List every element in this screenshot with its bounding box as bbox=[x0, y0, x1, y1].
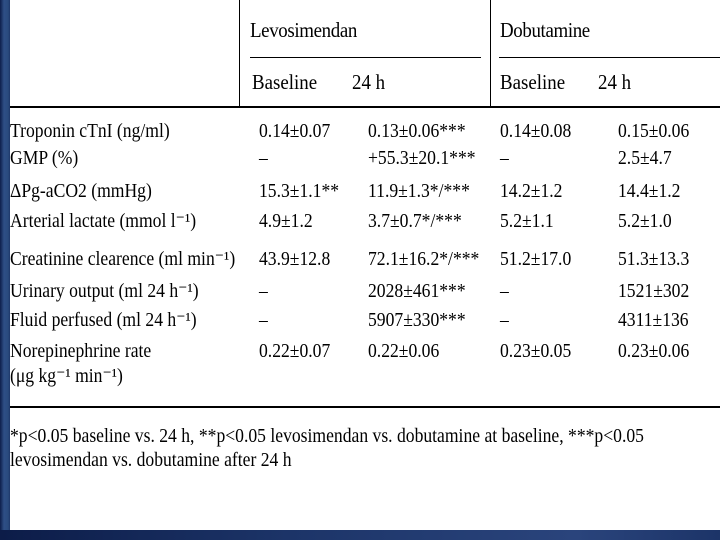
data-table bbox=[10, 0, 720, 530]
cell-dobu-baseline: 51.2±17.0 bbox=[500, 248, 572, 270]
row-label: Troponin cTnI (ng/ml) bbox=[10, 120, 170, 142]
row-label: ΔPg-aCO2 (mmHg) bbox=[10, 180, 152, 202]
header-separator-mid bbox=[490, 0, 491, 106]
cell-levo-baseline: 43.9±12.8 bbox=[259, 248, 331, 270]
table-footnote: *p<0.05 baseline vs. 24 h, **p<0.05 levosimendan vs. dobutamine at baseline, ***p<0.05 levosimendan vs. dobutamine after 24 h bbox=[10, 425, 644, 471]
group-dobutamine: Dobutamine bbox=[500, 18, 590, 42]
cell-dobu-baseline: 0.14±0.08 bbox=[500, 120, 572, 142]
cell-dobu-baseline: 0.23±0.05 bbox=[500, 340, 572, 362]
cell-dobu-baseline: 14.2±1.2 bbox=[500, 180, 563, 202]
table-row bbox=[10, 248, 720, 271]
cell-levo-24h: +55.3±20.1*** bbox=[368, 147, 476, 169]
cell-levo-24h: 11.9±1.3*/*** bbox=[368, 180, 470, 202]
cell-dobu-24h: 0.23±0.06 bbox=[618, 340, 690, 362]
cell-levo-baseline: – bbox=[259, 147, 268, 169]
cell-levo-baseline: 0.22±0.07 bbox=[259, 340, 331, 362]
bottom-border bbox=[0, 530, 720, 540]
table-row bbox=[10, 340, 720, 390]
cell-dobu-24h: 1521±302 bbox=[618, 280, 690, 302]
cell-dobu-baseline: 5.2±1.1 bbox=[500, 210, 554, 232]
cell-levo-24h: 5907±330*** bbox=[368, 309, 466, 331]
cell-levo-24h: 0.13±0.06*** bbox=[368, 120, 466, 142]
group-levosimendan: Levosimendan bbox=[250, 18, 357, 42]
row-label: Creatinine clearence (ml min⁻¹) bbox=[10, 248, 236, 270]
subheader-dobu-24h: 24 h bbox=[598, 70, 632, 94]
table-row bbox=[10, 309, 720, 332]
row-label: Urinary output (ml 24 h⁻¹) bbox=[10, 280, 199, 302]
table-row bbox=[10, 120, 720, 143]
cell-dobu-24h: 14.4±1.2 bbox=[618, 180, 681, 202]
cell-dobu-24h: 51.3±13.3 bbox=[618, 248, 690, 270]
cell-levo-baseline: 15.3±1.1** bbox=[259, 180, 340, 202]
cell-levo-baseline: 0.14±0.07 bbox=[259, 120, 331, 142]
cell-levo-baseline: 4.9±1.2 bbox=[259, 210, 313, 232]
row-label: Arterial lactate (mmol l⁻¹) bbox=[10, 210, 197, 232]
slide bbox=[10, 0, 720, 530]
group-rule-dobutamine bbox=[499, 57, 720, 58]
table-row bbox=[10, 280, 720, 303]
row-label: Norepinephrine rate bbox=[10, 340, 152, 362]
cell-levo-24h: 0.22±0.06 bbox=[368, 340, 440, 362]
cell-levo-24h: 3.7±0.7*/*** bbox=[368, 210, 462, 232]
header-rule bbox=[10, 106, 720, 108]
cell-dobu-baseline: – bbox=[500, 147, 509, 169]
subheader-levo-baseline: Baseline bbox=[252, 70, 318, 94]
cell-dobu-24h: 0.15±0.06 bbox=[618, 120, 690, 142]
group-rule-levosimendan bbox=[250, 57, 481, 58]
row-label-units: (μg kg⁻¹ min⁻¹) bbox=[10, 365, 123, 387]
cell-levo-24h: 72.1±16.2*/*** bbox=[368, 248, 480, 270]
table-row bbox=[10, 180, 720, 203]
row-label: Fluid perfused (ml 24 h⁻¹) bbox=[10, 309, 197, 331]
cell-levo-baseline: – bbox=[259, 309, 268, 331]
table-bottom-rule bbox=[10, 406, 720, 408]
cell-dobu-baseline: – bbox=[500, 280, 509, 302]
table-row bbox=[10, 147, 720, 170]
cell-levo-baseline: – bbox=[259, 280, 268, 302]
cell-dobu-24h: 5.2±1.0 bbox=[618, 210, 672, 232]
cell-dobu-24h: 2.5±4.7 bbox=[618, 147, 672, 169]
cell-dobu-baseline: – bbox=[500, 309, 509, 331]
table-row bbox=[10, 210, 720, 233]
subheader-dobu-baseline: Baseline bbox=[500, 70, 566, 94]
row-label: GMP (%) bbox=[10, 147, 79, 169]
cell-dobu-24h: 4311±136 bbox=[618, 309, 689, 331]
header-separator-left bbox=[239, 0, 240, 106]
subheader-levo-24h: 24 h bbox=[352, 70, 386, 94]
cell-levo-24h: 2028±461*** bbox=[368, 280, 466, 302]
